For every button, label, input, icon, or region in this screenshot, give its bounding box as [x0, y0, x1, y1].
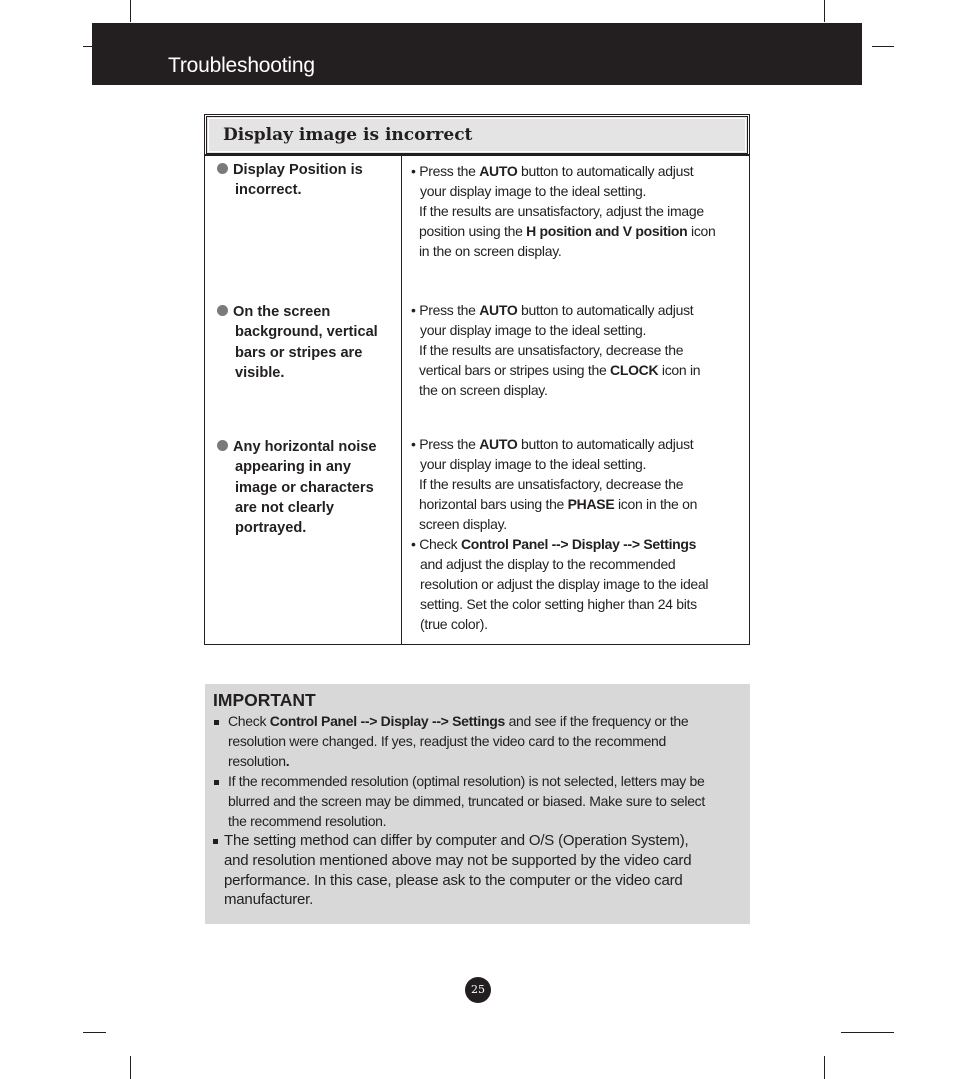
important-item: The setting method can differ by computer and O/S (Operation System), and resolution mentioned above may not be supported by the video card performance. In this case, please ask to the computer or the video card manufacturer. — [213, 831, 691, 910]
header-bar — [92, 23, 862, 85]
important-title: IMPORTANT — [213, 690, 316, 710]
table-header — [206, 116, 748, 154]
important-notice — [205, 684, 750, 924]
important-item: If the recommended resolution (optimal resolution) is not selected, letters may be blurred and the screen may be dimmed, truncated or biased. Make sure to select the recommend resolution. — [214, 772, 705, 831]
crop-mark — [824, 0, 825, 22]
solution-display-position: • Press the AUTO button to automatically adjust your display image to the ideal setting. If the results are unsatisfactory, adjust the image position using the H position and V position icon in the on screen display. — [411, 163, 716, 259]
crop-mark — [824, 1056, 825, 1079]
crop-mark — [841, 1032, 894, 1033]
page-title: Troubleshooting — [168, 54, 315, 77]
troubleshooting-table — [204, 114, 750, 645]
divider — [205, 154, 749, 156]
crop-mark — [872, 46, 894, 47]
crop-mark — [83, 1032, 106, 1033]
bullet-icon — [217, 440, 228, 451]
crop-mark — [130, 1056, 131, 1079]
crop-mark — [83, 46, 92, 47]
symptom-display-position: Display Position is incorrect. — [217, 160, 397, 201]
solution-vertical-bars: • Press the AUTO button to automatically adjust your display image to the ideal setting. If the results are unsatisfactory, decrease the vertical bars or stripes using the CLOCK icon in the on screen display. — [411, 302, 701, 398]
symptom-vertical-bars: On the screen background, vertical bars or stripes are visible. — [217, 302, 397, 383]
square-bullet-icon — [214, 720, 219, 725]
solution-horizontal-noise: • Press the AUTO button to automatically adjust your display image to the ideal setting. If the results are unsatisfactory, decrease the horizontal bars using the PHASE icon in the on screen display. • Check Control Panel --> Display --> Settings and adjust the display to the recommended resolution or adjust the display image to the ideal setting. Set the color setting higher than 24 bits (true color). — [411, 436, 709, 632]
crop-mark — [130, 0, 131, 22]
page-number: 25 — [465, 977, 491, 1003]
square-bullet-icon — [214, 780, 219, 785]
symptom-horizontal-noise: Any horizontal noise appearing in any image or characters are not clearly portrayed. — [217, 437, 397, 538]
important-item: Check Control Panel --> Display --> Settings and see if the frequency or the resolution were changed. If yes, readjust the video card to the recommend resolution. — [214, 712, 688, 771]
square-bullet-icon — [213, 839, 218, 844]
table-title: Display image is incorrect — [223, 125, 473, 145]
bullet-icon — [217, 305, 228, 316]
column-divider — [401, 156, 402, 644]
bullet-icon — [217, 163, 228, 174]
